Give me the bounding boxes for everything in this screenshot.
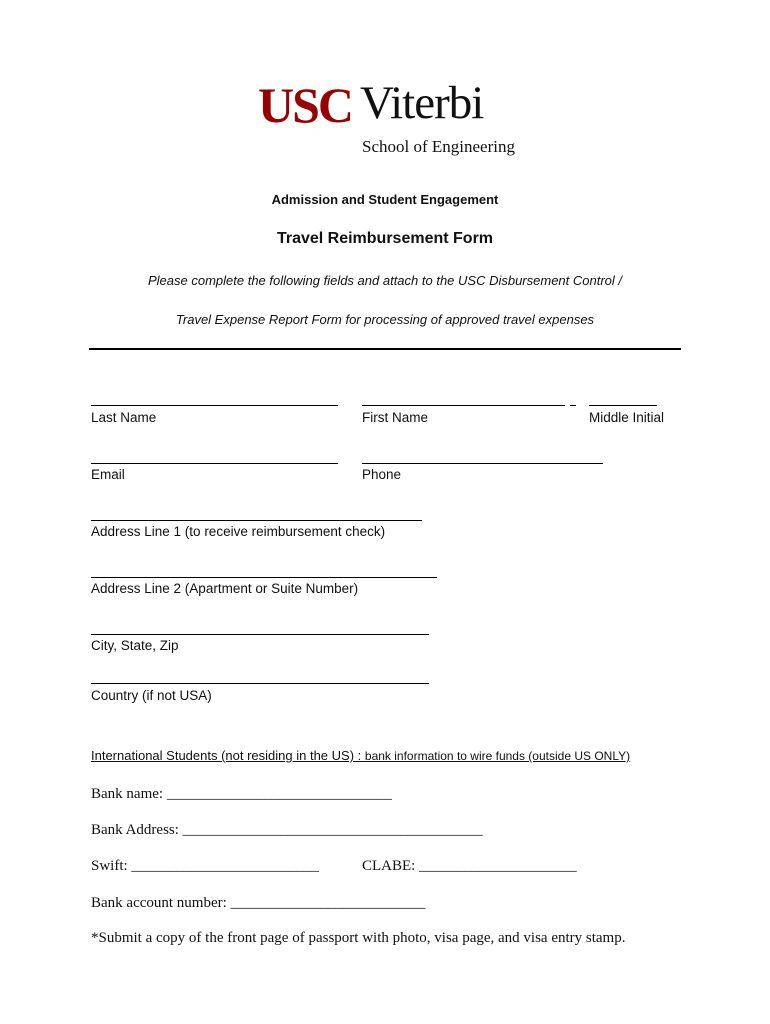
city-state-zip-label: City, State, Zip [91, 638, 179, 653]
passport-note: *Submit a copy of the front page of passport with photo, visa page, and visa entry stamp. [91, 930, 626, 946]
header-divider [89, 348, 681, 350]
logo-viterbi: Viterbi [360, 77, 484, 129]
international-heading-sub: bank information to wire funds (outside US ONLY) [364, 749, 631, 763]
first-name-field[interactable] [362, 405, 565, 406]
middle-initial-label: Middle Initial [589, 410, 665, 425]
instruction-line-2: Travel Expense Report Form for processing of approved travel expenses [175, 312, 595, 327]
swift-field[interactable]: Swift: _________________________ [91, 858, 319, 874]
department-heading: Admission and Student Engagement [271, 192, 499, 207]
middle-initial-field[interactable] [589, 405, 657, 406]
international-heading-main: International Students (not residing in the US) : [91, 748, 362, 763]
name-separator [570, 405, 576, 406]
city-state-zip-field[interactable] [91, 634, 429, 635]
email-label: Email [91, 467, 125, 482]
address-line-2-label: Address Line 2 (Apartment or Suite Number) [91, 581, 359, 596]
address-line-2-field[interactable] [91, 577, 437, 578]
first-name-label: First Name [362, 410, 429, 425]
instruction-line-1: Please complete the following fields and attach to the USC Disbursement Control / [147, 273, 623, 288]
logo-school-name: School of Engineering [362, 137, 515, 156]
address-line-1-field[interactable] [91, 520, 422, 521]
address-line-1-label: Address Line 1 (to receive reimbursement check) [91, 524, 386, 539]
phone-field[interactable] [362, 463, 603, 464]
country-label: Country (if not USA) [91, 688, 212, 703]
clabe-field[interactable]: CLABE: _____________________ [362, 858, 577, 874]
email-field[interactable] [91, 463, 338, 464]
last-name-label: Last Name [91, 410, 157, 425]
international-heading [91, 748, 630, 763]
bank-address-field[interactable]: Bank Address: ________________________________________ [91, 822, 483, 838]
country-field[interactable] [91, 683, 429, 684]
form-title: Travel Reimbursement Form [276, 230, 494, 247]
phone-label: Phone [362, 467, 402, 482]
bank-name-field[interactable]: Bank name: ______________________________ [91, 786, 392, 802]
last-name-field[interactable] [91, 405, 338, 406]
bank-account-number-field[interactable]: Bank account number: __________________________ [91, 895, 426, 911]
logo-usc: USC [258, 77, 353, 133]
